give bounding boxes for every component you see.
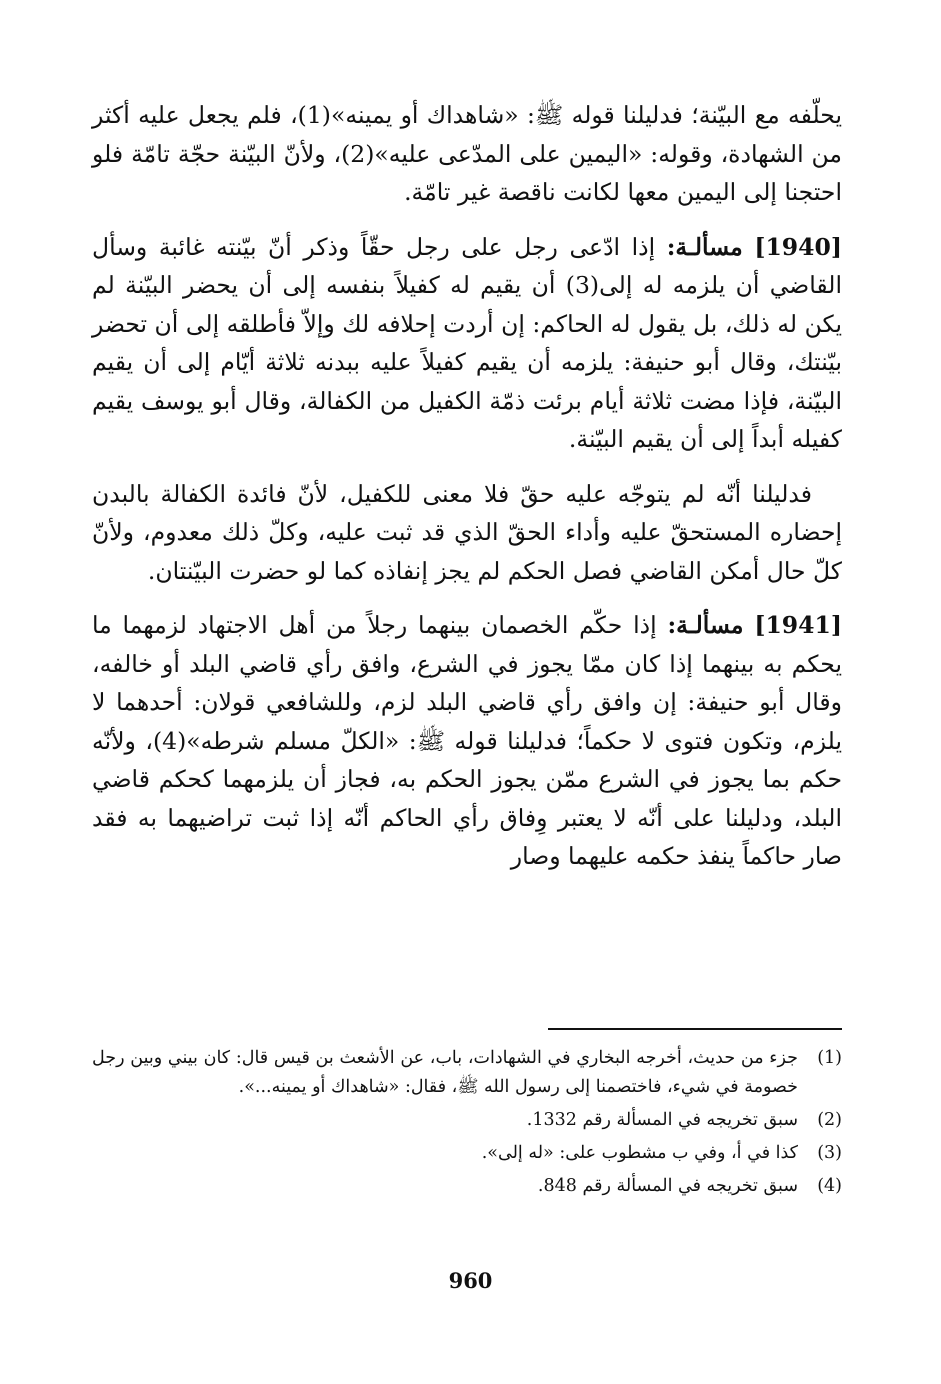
main-text xyxy=(92,96,842,876)
footnote-number: (1) xyxy=(817,1048,842,1068)
paragraph-1 xyxy=(92,96,842,212)
issue-number: [1940] xyxy=(754,232,842,261)
page-number: 960 xyxy=(448,1268,493,1293)
issue-label: مسألـة: xyxy=(666,232,743,261)
footnote-4 xyxy=(92,1172,842,1201)
paragraph-text: إذا ادّعى رجل على رجل حقّاً وذكر أنّ بيّنته غائبة وسأل القاضي أن يلزمه له إلى(3) أن يقيم له كفيلاً بنفسه إلى أن يحضر البيّنة لم يكن له ذلك، بل يقول له الحاكم: إن أردت إحلافه لك وإلاّ فأطلقه إلى أن تحضر بيّنتك، وقال أبو حنيفة: يلزمه أن يقيم كفيلاً عليه ببدنه ثلاثة أيّام إلى أن يقيم البيّنة، فإذا مضت ثلاثة أيام برئت ذمّة الكفيل من الكفالة، وقال أبو يوسف يقيم كفيله أبداً إلى أن يقيم البيّنة. xyxy=(92,232,842,453)
footnote-1 xyxy=(92,1044,842,1102)
footnotes xyxy=(92,1044,842,1205)
paragraph-issue-1941 xyxy=(92,606,842,876)
footnote-text: جزء من حديث، أخرجه البخاري في الشهادات، باب، عن الأشعث بن قيس قال: كان بيني وبين رجل خصومة في شيء، فاختصمنا إلى رسول الله ﷺ، فقال: «شاهداك أو يمينه...». xyxy=(92,1048,798,1097)
paragraph-text: يحلّفه مع البيّنة؛ فدليلنا قوله ﷺ: «شاهداك أو يمينه»(1)، فلم يجعل عليه أكثر من الشهادة، وقوله: «اليمين على المدّعى عليه»(2)، ولأنّ البيّنة حجّة تامّة فلو احتجنا إلى اليمين معها لكانت ناقصة غير تامّة. xyxy=(92,101,843,206)
footnote-number: (2) xyxy=(817,1110,842,1130)
paragraph-3 xyxy=(92,475,842,591)
footnote-text: سبق تخريجه في المسألة رقم 1332. xyxy=(526,1110,798,1130)
footnote-3 xyxy=(92,1139,842,1168)
footnote-number: (4) xyxy=(817,1176,842,1196)
footnote-divider xyxy=(548,1028,842,1030)
issue-label: مسألـة: xyxy=(667,611,744,639)
paragraph-issue-1940 xyxy=(92,228,842,459)
footnote-number: (3) xyxy=(817,1143,842,1163)
footnote-text: سبق تخريجه في المسألة رقم 848. xyxy=(537,1176,798,1196)
paragraph-text: فدليلنا أنّه لم يتوجّه عليه حقّ فلا معنى للكفيل، لأنّ فائدة الكفالة بالبدن إحضاره المستحقّ عليه وأداء الحقّ الذي قد ثبت عليه، وكلّ ذلك معدوم، ولأنّ كلّ حال أمكن القاضي فصل الحكم لم يجز إنفاذه كما لو حضرت البيّنتان. xyxy=(92,479,842,585)
footnote-2 xyxy=(92,1106,842,1135)
paragraph-text: إذا حكّم الخصمان بينهما رجلاً من أهل الاجتهاد لزمهما ما يحكم به بينهما إذا كان ممّا يجوز في الشرع، وافق رأي قاضي البلد أو خالفه، وقال أبو حنيفة: إن وافق رأي قاضي البلد لزم، وللشافعي قولان: أحدهما لا يلزم، وتكون فتوى لا حكماً؛ فدليلنا قوله ﷺ: «الكلّ مسلم شرطه»(4)، ولأنّه حكم بما يجوز في الشرع ممّن يجوز الحكم به، فجاز أن يلزمهما كحكم قاضي البلد، ودليلنا على أنّه لا يعتبر وِفاق رأي الحاكم أنّه إذا ثبت تراضيهما به فقد صار حاكماً ينفذ حكمه عليهما وصار xyxy=(92,611,842,870)
issue-number: [1941] xyxy=(754,611,842,639)
footnote-text: كذا في أ، وفي ب مشطوب على: «له إلى». xyxy=(481,1143,798,1163)
